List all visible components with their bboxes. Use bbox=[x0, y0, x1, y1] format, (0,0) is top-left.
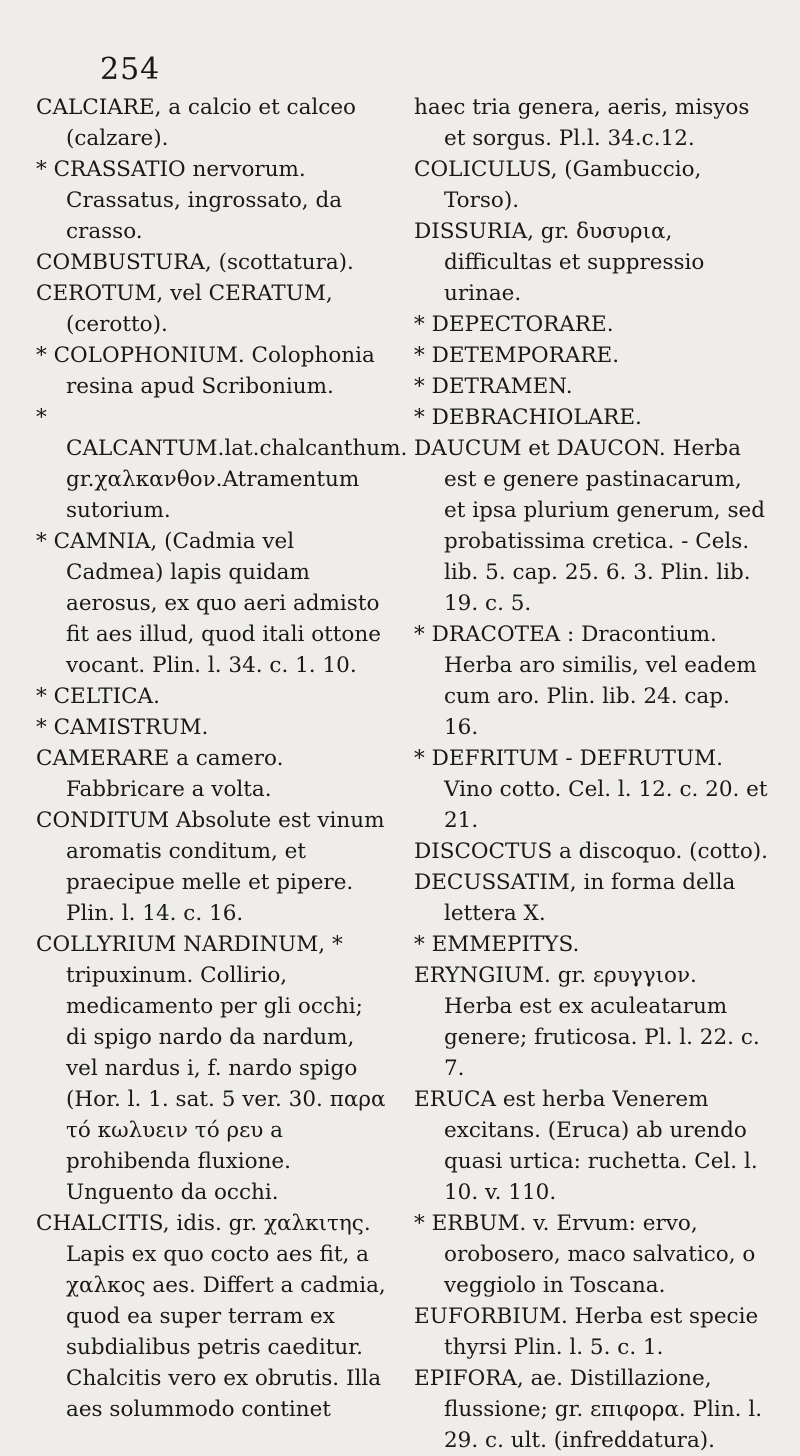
entry-epifora: EPIFORA, ae. Distillazione, flussione; gr. επιφορα. Plin. l. 29. c. ult. (infreddatura). bbox=[414, 1366, 763, 1453]
entry-conditum: CONDITUM Absolute est vinum aromatis conditum, et praecipue melle et pipere. Plin. l. 14. c. 16. bbox=[36, 808, 385, 926]
entry-collyrium: COLLYRIUM NARDINUM, * tripuxinum. Collirio, medicamento per gli occhi; di spigo nardo da nardum, vel nardus i, f. nardo spigo (Hor. l. 1. sat. 5 ver. 30. παρα τό κωλυειν τό ρευ a prohibenda fluxione. Unguento da occhi. bbox=[36, 932, 386, 1205]
entry-crassatio: * CRASSATIO nervorum. Crassatus, ingrossato, da crasso. bbox=[36, 157, 343, 244]
right-column bbox=[414, 92, 768, 1456]
entry-eryngium: ERYNGIUM. gr. ερυγγιον. Herba est ex aculeatarum genere; fruticosa. Pl. l. 22. c. 7. bbox=[414, 963, 760, 1081]
entry-combustura: COMBUSTURA, (scottatura). bbox=[36, 250, 354, 275]
entry-camnia: * CAMNIA, (Cadmia vel Cadmea) lapis quidam aerosus, ex quo aeri admisto fit aes illud, quod itali ottone vocant. Plin. l. 34. c. 1. 10. bbox=[36, 529, 381, 678]
entry-depectorare: * DEPECTORARE. bbox=[414, 312, 614, 337]
entry-debrachiolare: * DEBRACHIOLARE. bbox=[414, 405, 642, 430]
entry-cerotum: CEROTUM, vel CERATUM, (cerotto). bbox=[36, 281, 333, 337]
entry-chalcitis: CHALCITIS, idis. gr. χαλκιτης. Lapis ex quo cocto aes fit, a χαλκος aes. Differt a cadmia, quod ea super terram ex subdialibus petris caeditur. Chalcitis vero ex obrutis. Illa aes solummodo continet bbox=[36, 1211, 386, 1422]
entry-eruca: ERUCA est herba Venerem excitans. (Eruca) ab urendo quasi urtica: ruchetta. Cel. l. 10. v. 110. bbox=[414, 1087, 758, 1205]
entry-celtica: * CELTICA. bbox=[36, 684, 160, 709]
page-number: 254 bbox=[100, 52, 161, 87]
entry-detramen: * DETRAMEN. bbox=[414, 374, 573, 399]
entry-dissuria: DISSURIA, gr. δυσυρια, difficultas et suppressio urinae. bbox=[414, 219, 705, 306]
entry-camerare: CAMERARE a camero. Fabbricare a volta. bbox=[36, 746, 284, 802]
entry-camistrum: * CAMISTRUM. bbox=[36, 715, 209, 740]
entry-coliculus: COLICULUS, (Gambuccio, Torso). bbox=[414, 157, 702, 213]
entry-colophonium: * COLOPHONIUM. Colophonia resina apud Scribonium. bbox=[36, 343, 375, 399]
entry-dracotea: * DRACOTEA : Dracontium. Herba aro similis, vel eadem cum aro. Plin. lib. 24. cap. 16. bbox=[414, 622, 757, 740]
entry-calciare: CALCIARE, a calcio et calceo (calzare). bbox=[36, 95, 357, 151]
entry-decussatim: DECUSSATIM, in forma della lettera X. bbox=[414, 870, 736, 926]
entry-erbum: * ERBUM. v. Ervum: ervo, orobosero, maco salvatico, o veggiolo in Toscana. bbox=[414, 1211, 756, 1298]
entry-continuation: haec tria genera, aeris, misyos et sorgus. Pl.l. 34.c.12. bbox=[414, 95, 750, 151]
left-column bbox=[36, 92, 408, 1425]
entry-daucum: DAUCUM et DAUCON. Herba est e genere pastinacarum, et ipsa plurium generum, sed probatissima cretica. - Cels. lib. 5. cap. 25. 6. 3. Plin. lib. 19. c. 5. bbox=[414, 436, 765, 616]
entry-calcantum: * CALCANTUM.lat.chalcanthum. gr.χαλκανθον.Atramentum sutorium. bbox=[36, 405, 408, 523]
entry-discoctus: DISCOCTUS a discoquo. (cotto). bbox=[414, 839, 768, 864]
entry-detemporare: * DETEMPORARE. bbox=[414, 343, 620, 368]
entry-emmepitys: * EMMEPITYS. bbox=[414, 932, 580, 957]
entry-defritum: * DEFRITUM - DEFRUTUM. Vino cotto. Cel. l. 12. c. 20. et 21. bbox=[414, 746, 768, 833]
entry-euforbium: EUFORBIUM. Herba est specie thyrsi Plin. l. 5. c. 1. bbox=[414, 1304, 759, 1360]
